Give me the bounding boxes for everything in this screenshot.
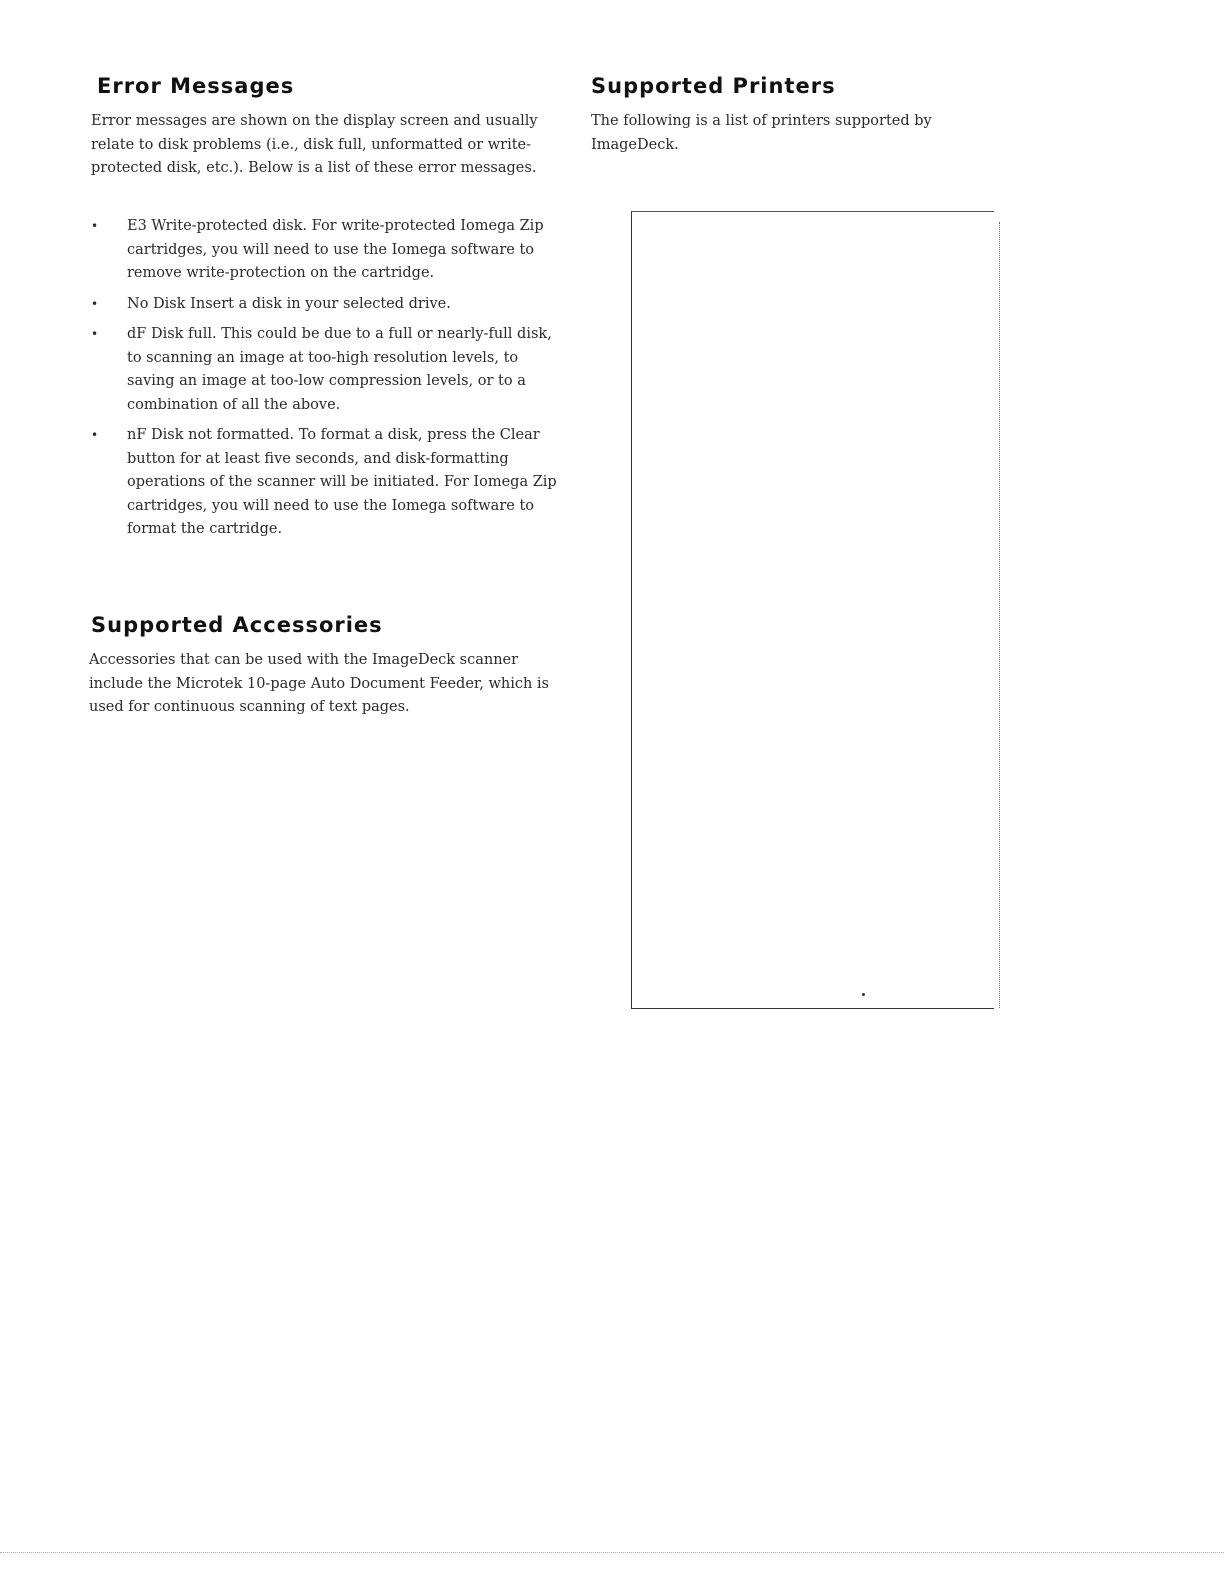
error-messages-heading: Error Messages (97, 74, 295, 98)
bullet-icon: • (91, 296, 99, 311)
supported-printers-text: The following is a list of printers supported by ImageDeck. (591, 113, 932, 153)
list-item (91, 424, 566, 542)
list-item (91, 323, 566, 417)
error-item-text: nF Disk not formatted. To format a disk, press the Clear button for at least five seconds, and disk-formatting operations of the scanner will be initiated. For Iomega Zip cartridges, you will need to use the Iomega software to format the cartridge. (127, 427, 557, 537)
bullet-icon: • (91, 428, 99, 442)
error-item-text: E3 Write-protected disk. For write-protected Iomega Zip cartridges, you will need to use the Iomega software to remove write-protection on the cartridge. (127, 218, 544, 281)
error-item-text: No Disk Insert a disk in your selected drive. (127, 295, 451, 312)
printer-list-frame (631, 211, 994, 1009)
list-item (91, 215, 566, 286)
bullet-icon: • (91, 219, 99, 233)
scan-artifact-line (0, 1552, 1224, 1553)
error-messages-list (91, 215, 566, 549)
supported-accessories-heading: Supported Accessories (91, 613, 383, 637)
list-item (91, 293, 566, 317)
error-item-text: dF Disk full. This could be due to a full or nearly-full disk, to scanning an image at too-high resolution levels, to saving an image at too-low compression levels, or to a combination of all the above. (127, 326, 552, 413)
frame-right-edge (999, 222, 1000, 1008)
scan-speck (862, 993, 865, 996)
error-messages-intro: Error messages are shown on the display screen and usually relate to disk problems (i.e., disk full, unformatted or write-protected disk, etc.). Below is a list of these error messages. (91, 113, 538, 176)
bullet-icon: • (91, 327, 99, 341)
supported-printers-heading: Supported Printers (591, 74, 836, 98)
supported-accessories-text: Accessories that can be used with the ImageDeck scanner include the Microtek 10-page Auto Document Feeder, which is used for continuous scanning of text pages. (89, 652, 549, 715)
